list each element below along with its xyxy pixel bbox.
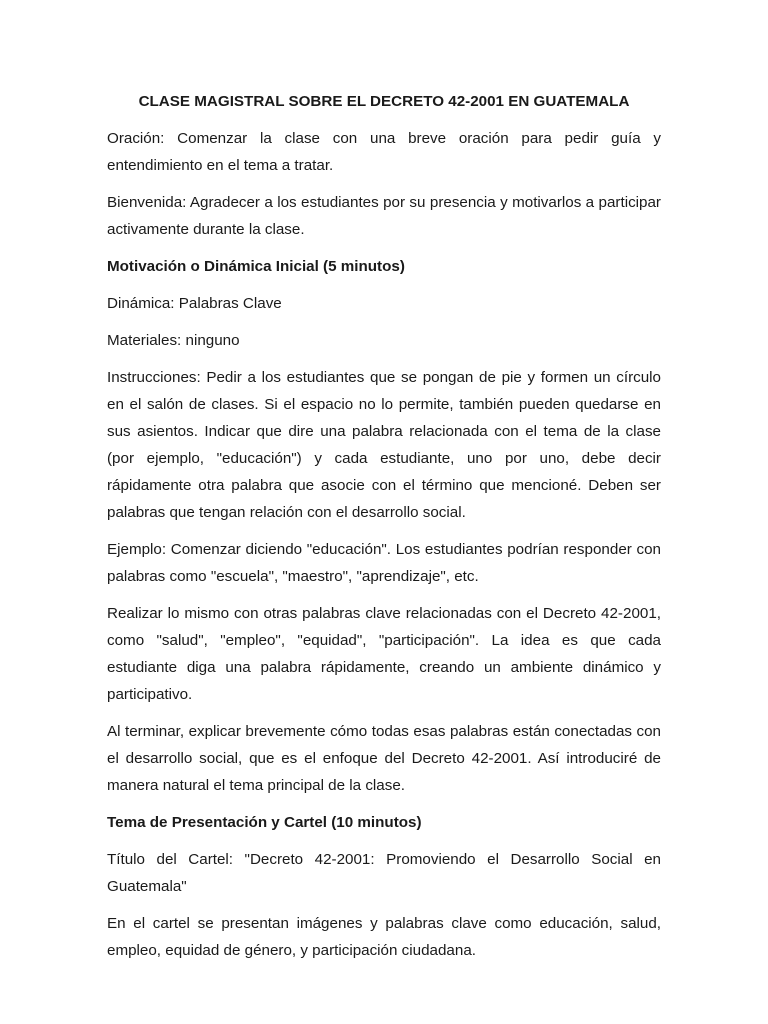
section-heading-tema: Tema de Presentación y Cartel (10 minutos) [107, 814, 422, 831]
paragraph-realizar: Realizar lo mismo con otras palabras clave relacionadas con el Decreto 42-2001, como "salud", "empleo", "equidad", "participación". La idea es que cada estudiante diga una palabra rápidamente, creando un ambiente dinámico y participativo. [107, 605, 661, 703]
paragraph-titulo-cartel: Título del Cartel: "Decreto 42-2001: Promoviendo el Desarrollo Social en Guatemala" [107, 851, 661, 895]
paragraph-instrucciones: Instrucciones: Pedir a los estudiantes que se pongan de pie y formen un círculo en el salón de clases. Si el espacio no lo permite, también pueden quedarse en sus asientos. Indicar que dire una palabra relacionada con el tema de la clase (por ejemplo, "educación") y cada estudiante, uno por uno, debe decir rápidamente otra palabra que asocie con el término que mencioné. Deben ser palabras que tengan relación con el desarrollo social. [107, 369, 661, 521]
document-body [107, 88, 661, 974]
paragraph-cartel: En el cartel se presentan imágenes y palabras clave como educación, salud, empleo, equidad de género, y participación ciudadana. [107, 915, 661, 959]
paragraph-oracion: Oración: Comenzar la clase con una breve oración para pedir guía y entendimiento en el tema a tratar. [107, 130, 661, 174]
paragraph-bienvenida: Bienvenida: Agradecer a los estudiantes por su presencia y motivarlos a participar activamente durante la clase. [107, 194, 661, 238]
document-title: CLASE MAGISTRAL SOBRE EL DECRETO 42-2001 EN GUATEMALA [138, 93, 630, 110]
paragraph-dinamica: Dinámica: Palabras Clave [107, 295, 282, 312]
paragraph-al-terminar: Al terminar, explicar brevemente cómo todas esas palabras están conectadas con el desarrollo social, que es el enfoque del Decreto 42-2001. Así introduciré de manera natural el tema principal de la clase. [107, 723, 661, 794]
section-heading-motivacion: Motivación o Dinámica Inicial (5 minutos) [107, 258, 405, 275]
paragraph-materiales: Materiales: ninguno [107, 332, 240, 349]
paragraph-ejemplo: Ejemplo: Comenzar diciendo "educación". Los estudiantes podrían responder con palabras como "escuela", "maestro", "aprendizaje", etc. [107, 541, 661, 585]
